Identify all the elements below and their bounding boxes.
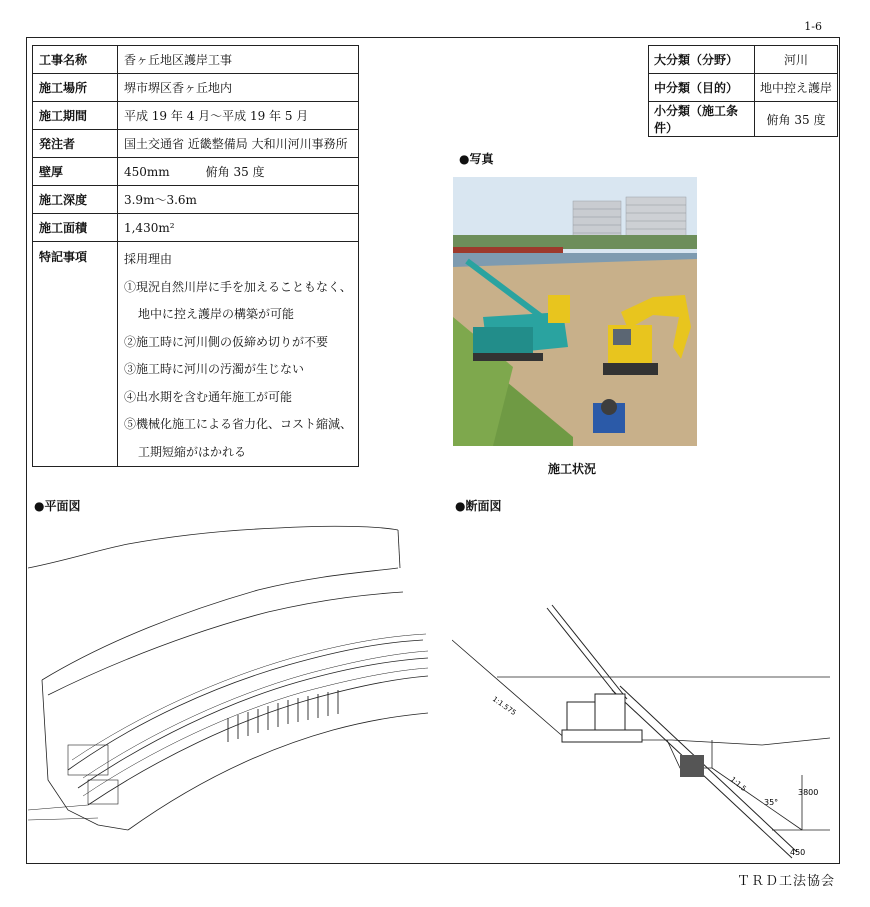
- classification-label: 大分類（分野）: [649, 46, 755, 74]
- page-number: 1-6: [804, 20, 822, 33]
- section-view-title: ●断面図: [455, 499, 502, 513]
- construction-photo: [453, 177, 697, 446]
- classification-value: 地中控え護岸: [755, 74, 838, 102]
- info-label: 施工場所: [33, 74, 118, 102]
- plan-section-title: ●平面図: [34, 499, 81, 513]
- info-label: 工事名称: [33, 46, 118, 74]
- plan-drawing: [28, 520, 428, 864]
- info-label: 施工面積: [33, 214, 118, 242]
- note-line: 工期短縮がはかれる: [137, 444, 246, 459]
- note-line: ①現況自然川岸に手を加えることもなく、: [123, 279, 352, 294]
- photo-caption: 施工状況: [548, 462, 597, 476]
- note-line: ⑤機械化施工による省力化、コスト縮減、: [123, 417, 352, 431]
- notes-label: 特記事項: [33, 242, 118, 467]
- classification-label: 小分類（施工条件）: [649, 102, 755, 137]
- info-row: [33, 186, 359, 214]
- info-label: 施工期間: [33, 102, 118, 130]
- angle-label: 35°: [764, 798, 779, 807]
- classification-row: [649, 74, 838, 102]
- info-value: 平成 19 年 4 月～平成 19 年 5 月: [117, 102, 358, 130]
- info-label: 施工深度: [33, 186, 118, 214]
- info-value: 1,430m²: [117, 214, 358, 242]
- info-row: [33, 46, 359, 74]
- info-value: 450mm 俯角 35 度: [117, 158, 358, 186]
- notes-content: [117, 242, 358, 467]
- info-row: [33, 130, 359, 158]
- info-row: [33, 214, 359, 242]
- note-line: 地中に控え護岸の構築が可能: [137, 307, 294, 321]
- info-row: [33, 74, 359, 102]
- slope-label-lower: 1:1.5: [728, 775, 748, 794]
- depth-label: 3800: [798, 788, 819, 797]
- info-label: 壁厚: [33, 158, 118, 186]
- info-value: 国土交通省 近畿整備局 大和川河川事務所: [117, 130, 358, 158]
- thickness-label: 450: [790, 848, 806, 857]
- info-value: 堺市堺区香ヶ丘地内: [117, 74, 358, 102]
- note-line: ④出水期を含む通年施工が可能: [123, 389, 292, 404]
- info-row: [33, 158, 359, 186]
- classification-row: [649, 102, 838, 137]
- slope-label-upper: 1:1.575: [490, 695, 518, 718]
- section-drawing-image: [452, 600, 832, 860]
- notes-row: [33, 242, 359, 467]
- project-info-body: [33, 46, 359, 467]
- note-line: ③施工時に河川の汚濁が生じない: [123, 362, 304, 376]
- classification-row: [649, 46, 838, 74]
- classification-label: 中分類（目的）: [649, 74, 755, 102]
- plan-drawing-image: [28, 520, 428, 860]
- project-info-table: [32, 45, 359, 467]
- info-row: [33, 102, 359, 130]
- info-value: 3.9m～3.6m: [117, 186, 358, 214]
- classification-table: [648, 45, 838, 137]
- note-line: ②施工時に河川側の仮締め切りが不要: [123, 334, 328, 349]
- note-line: 採用理由: [123, 252, 172, 266]
- classification-body: [649, 46, 838, 137]
- classification-value: 俯角 35 度: [755, 102, 838, 137]
- section-drawing: [452, 600, 832, 864]
- classification-value: 河川: [755, 46, 838, 74]
- info-value: 香ヶ丘地区護岸工事: [117, 46, 358, 74]
- info-label: 発注者: [33, 130, 118, 158]
- construction-photo-image: [453, 177, 697, 446]
- photo-section-title: ●写真: [459, 152, 494, 166]
- footer-organization: ＴＲＤ工法協会: [736, 874, 835, 889]
